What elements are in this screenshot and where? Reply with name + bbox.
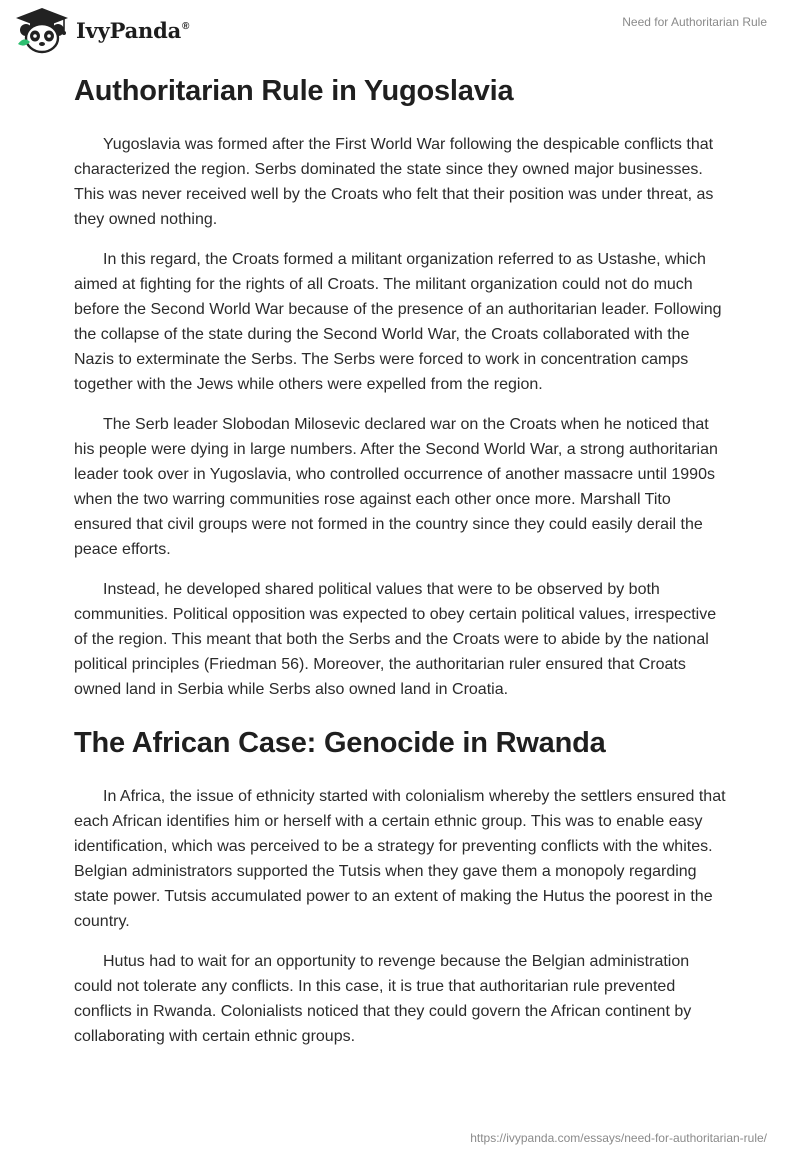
section-heading-rwanda: The African Case: Genocide in Rwanda — [74, 727, 606, 759]
page-header — [0, 0, 800, 60]
essay-content — [74, 72, 726, 1049]
ivypanda-logo[interactable] — [14, 6, 189, 54]
paragraph: Instead, he developed shared political values that were to be observed by both communities. Political opposition was expected to obey certain political values, irrespective of the region. This meant that both the Serbs and the Croats were to abide by the national political principles (Friedman 56). Moreover, the authoritarian ruler ensured that Croats owned land in Serbia while Serbs also owned land in Croatia. — [74, 581, 717, 698]
paragraph: Hutus had to wait for an opportunity to revenge because the Belgian administration could not tolerate any conflicts. In this case, it is true that authoritarian rule prevented conflicts in Rwanda. Colonialists noticed that they could govern the African continent by collaborating with certain ethnic groups. — [74, 953, 692, 1045]
document-title: Need for Authoritarian Rule — [622, 15, 767, 29]
registered-mark: ® — [182, 20, 190, 32]
logo-text: IvyPanda® — [76, 17, 190, 43]
footer-url-link[interactable]: https://ivypanda.com/essays/need-for-authoritarian-rule/ — [470, 1131, 767, 1145]
panda-graduate-icon — [14, 6, 70, 54]
section-heading-yugoslavia: Authoritarian Rule in Yugoslavia — [74, 75, 514, 107]
paragraph: In Africa, the issue of ethnicity started with colonialism whereby the settlers ensured that each African identifies him or herself with a certain ethnic group. This was to enable easy identification, which was perceived to be a strategy for preventing conflicts with the whites. Belgian administrators supported the Tutsis when they gave them a monopoly regarding state power. Tutsis accumulated power to an extent of making the Hutus the poorest in the country. — [74, 788, 726, 930]
paragraph: The Serb leader Slobodan Milosevic declared war on the Croats when he noticed that his people were dying in large numbers. After the Second World War, a strong authoritarian leader took over in Yugoslavia, who controlled occurrence of another massacre until 1990s when the two warring communities rose against each other once more. Marshall Tito ensured that civil groups were not formed in the country since they could easily derail the peace efforts. — [74, 416, 718, 558]
paragraph: Yugoslavia was formed after the First World War following the despicable conflicts that characterized the region. Serbs dominated the state since they owned major businesses. This was never received well by the Croats who felt that their position was under threat, as they owned nothing. — [74, 136, 714, 228]
paragraph: In this regard, the Croats formed a militant organization referred to as Ustashe, which aimed at fighting for the rights of all Croats. The militant organization could not do much before the Second World War because of the presence of an authoritarian leader. Following the collapse of the state during the Second World War, the Croats collaborated with the Nazis to exterminate the Serbs. The Serbs were forced to work in concentration camps together with the Jews while others were expelled from the region. — [74, 251, 722, 393]
